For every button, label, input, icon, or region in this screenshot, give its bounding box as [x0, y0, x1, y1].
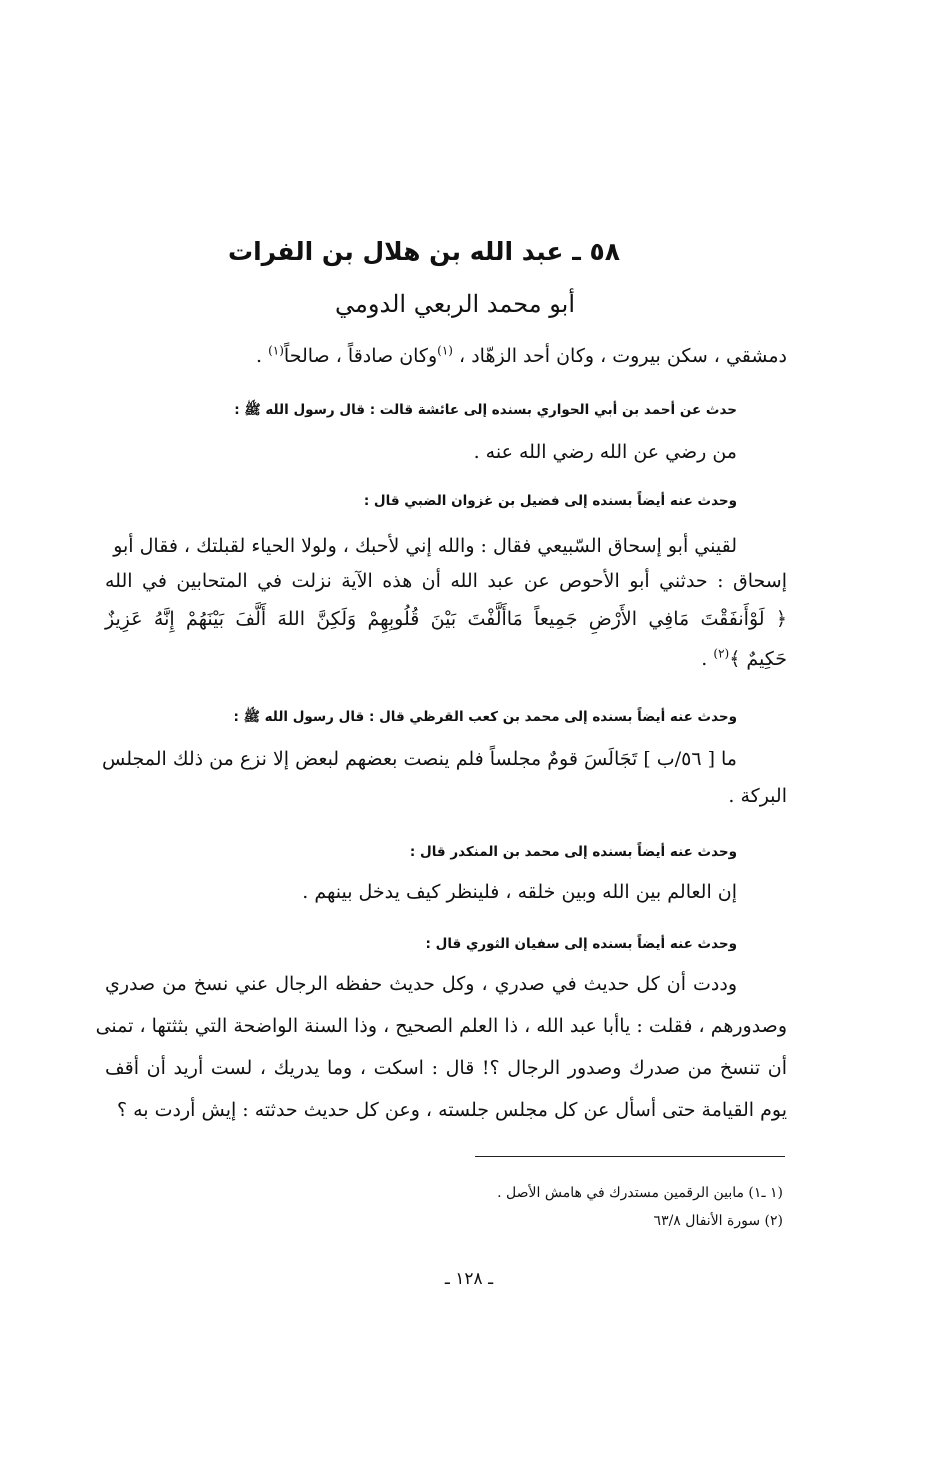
footnote: (١ ـ١) مابين الرقمين مستدرك في هامش الأصل . — [497, 1185, 783, 1201]
footnote-marker: (٢) — [713, 646, 730, 661]
hadith-text-line: ما [ ٥٦/ب ] تَجَالَسَ قومٌ مجلساً فلم ينصت بعضهم لبعض إلا نزع من ذلك المجلس — [101, 748, 737, 770]
footnote: (٢) سورة الأنفال ٦٣/٨ — [653, 1213, 783, 1229]
quran-verse-line — [150, 643, 787, 675]
hadith-heading: وحدث عنه أيضاً بسنده إلى سفيان الثوري قال : — [425, 936, 737, 952]
hadith-heading: وحدث عنه أيضاً بسنده إلى محمد بن المنكدر قال : — [409, 844, 737, 860]
intro-paragraph — [150, 340, 787, 372]
hadith-heading: وحدث عنه أيضاً بسنده إلى فضيل بن غزوان الضبي قال : — [363, 493, 737, 509]
quran-verse-end: حَكِيمٌ ﴾ — [729, 648, 787, 670]
hadith-text: إن العالم بين الله وبين خلقه ، فلينظر كيف يدخل بينهم . — [302, 881, 737, 903]
hadith-text-line: البركة . — [728, 785, 787, 807]
hadith-heading: حدث عن أحمد بن أبي الحواري بسنده إلى عائشة قالت : قال رسول الله ﷺ : — [234, 402, 737, 418]
intro-text: وكان صادقاً ، صالحاً — [283, 345, 438, 367]
page-number: ـ ١٢٨ ـ — [444, 1269, 494, 1289]
hadith-text-line: وددت أن كل حديث في صدري ، وكل حديث حفظه الرجال عني نسخ من صدري — [105, 973, 737, 995]
footnote-marker: (١) — [268, 343, 284, 358]
intro-text: دمشقي ، سكن بيروت ، وكان أحد الزهّاد ، — [452, 345, 787, 367]
quran-verse-line: ﴿ لَوْأَنفَقْتَ مَافِي الأَرْضِ جَمِيعاً مَاأَلَّفْتَ بَيْنَ قُلُوبِهِمْ وَلَكِنَّ اللهَ أَلَّفَ بَيْنَهُمْ إِنَّهُ عَزِيزٌ — [105, 608, 787, 630]
hadith-text-line: أن تنسخ من صدرك وصدور الرجال ؟! قال : اسكت ، وما يدريك ، لست أريد أن أقف — [105, 1057, 787, 1079]
entry-title: ٥٨ ـ عبد الله بن هلال بن الفرات — [227, 237, 620, 266]
footnote-marker: (١) — [437, 343, 453, 358]
entry-subtitle: أبو محمد الربعي الدومي — [335, 290, 575, 318]
footnote-divider — [475, 1156, 785, 1157]
hadith-text-line: إسحاق : حدثني أبو الأحوص عن عبد الله أن هذه الآية نزلت في المتحابين في الله — [105, 570, 787, 592]
hadith-heading: وحدث عنه أيضاً بسنده إلى محمد بن كعب القرظي قال : قال رسول الله ﷺ : — [233, 709, 737, 725]
hadith-text-line: يوم القيامة حتى أسأل عن كل مجلس جلسته ، وعن كل حديث حدثته : إيش أردت به ؟ — [117, 1099, 787, 1121]
hadith-text-line: وصدورهم ، فقلت : ياأبا عبد الله ، ذا العلم الصحيح ، وذا السنة الواضحة التي بثثتها ، تمنى — [95, 1015, 787, 1037]
hadith-text: من رضي عن الله رضي الله عنه . — [473, 441, 737, 463]
line-end: . — [701, 648, 714, 670]
hadith-text-line: لقيني أبو إسحاق السّبيعي فقال : والله إني لأحبك ، ولولا الحياء لقبلتك ، فقال أبو — [113, 535, 737, 557]
intro-end: . — [256, 345, 269, 367]
